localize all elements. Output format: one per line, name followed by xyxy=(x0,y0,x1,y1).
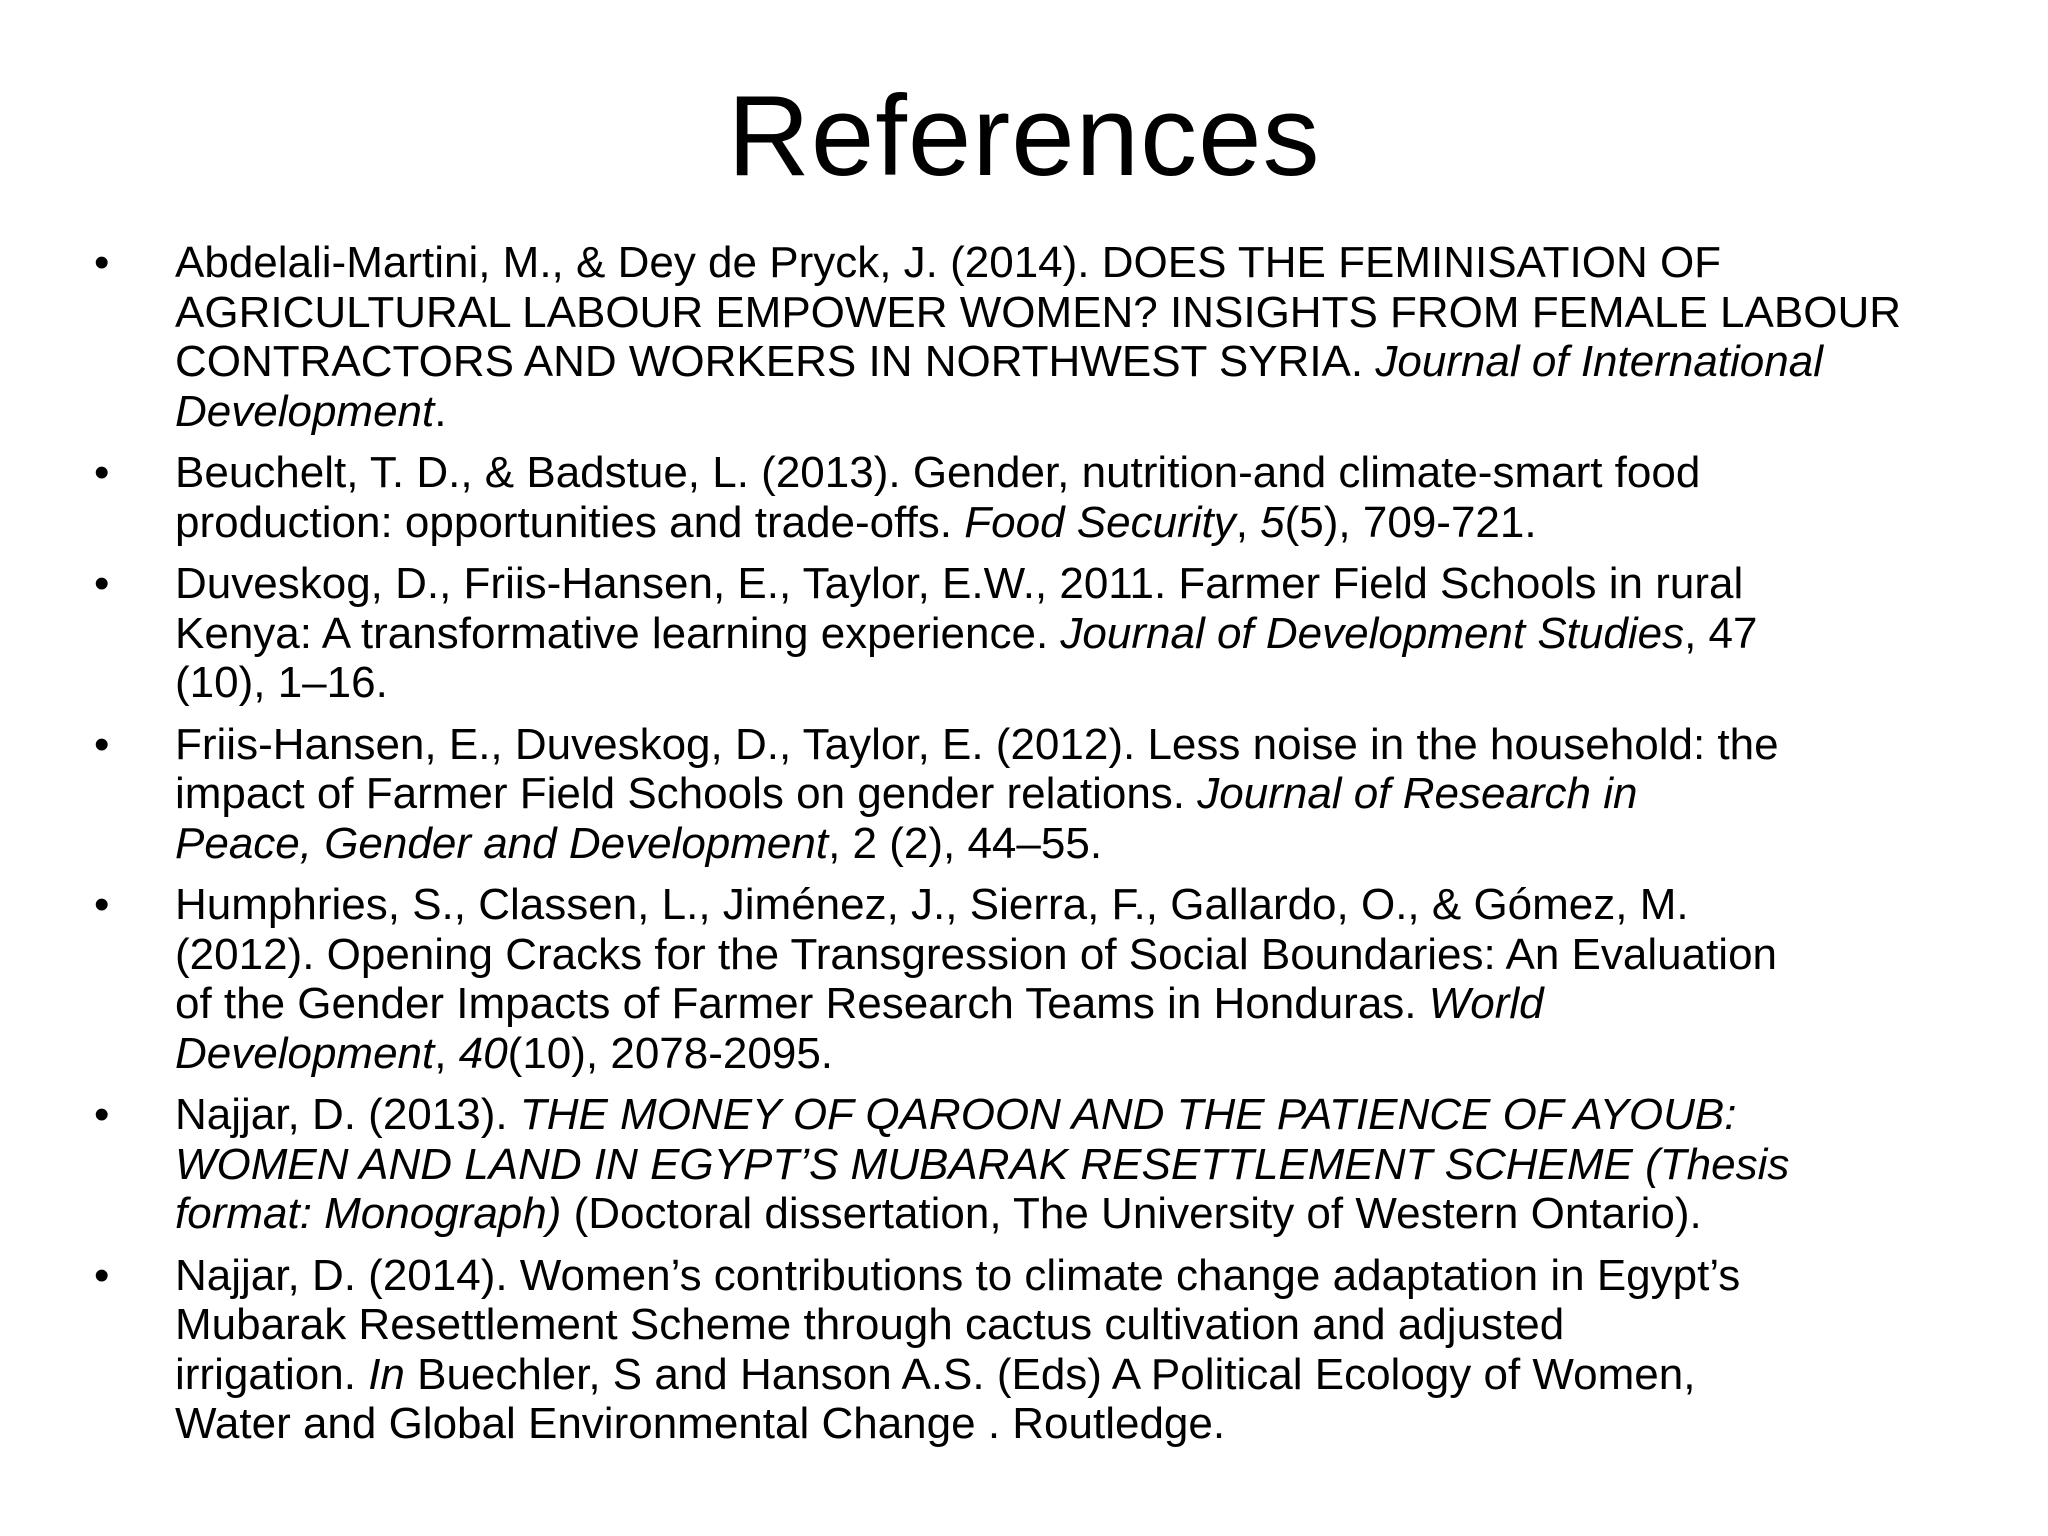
reference-text: Abdelali-Martini, M., & Dey de Pryck, J. (2014). DOES THE FEMINISATION OF xyxy=(175,238,1722,287)
reference-text: of the Gender Impacts of Farmer Research Teams in Honduras. xyxy=(175,979,1429,1028)
reference-line xyxy=(175,658,1990,708)
reference-text-italic: 5 xyxy=(1260,497,1285,547)
bullet-icon: • xyxy=(94,1090,110,1139)
reference-text: , 47 xyxy=(1684,608,1758,658)
reference-list xyxy=(90,238,1990,1461)
reference-text: Kenya: A transformative learning experience. xyxy=(175,608,1061,658)
reference-item xyxy=(90,880,1990,1078)
reference-line xyxy=(175,1029,1990,1079)
reference-text: impact of Farmer Field Schools on gender relations. xyxy=(175,769,1198,818)
bullet-icon: • xyxy=(94,448,110,497)
reference-text: Duveskog, D., Friis-Hansen, E., Taylor, E.W., 2011. Farmer Field Schools in rural xyxy=(175,559,1744,608)
reference-text: , xyxy=(1235,497,1261,547)
reference-line xyxy=(175,1251,1990,1301)
reference-text-italic: World xyxy=(1428,979,1544,1028)
reference-text: Friis-Hansen, E., Duveskog, D., Taylor, E. (2012). Less noise in the household: the xyxy=(175,719,1779,769)
bullet-icon: • xyxy=(94,238,110,287)
reference-line xyxy=(175,288,1990,338)
reference-item xyxy=(90,1090,1990,1239)
reference-text: Najjar, D. (2014). Women’s contributions to climate change adaptation in Egypt’s xyxy=(175,1250,1741,1300)
reference-text: Water and Global Environmental Change . Routledge. xyxy=(175,1399,1226,1448)
reference-text-italic: Journal of International xyxy=(1375,337,1823,386)
reference-text: Buechler, S and Hanson A.S. (Eds) A Political Ecology of Women, xyxy=(404,1349,1696,1399)
reference-line xyxy=(175,498,1990,548)
reference-text-italic: 40 xyxy=(458,1028,508,1078)
reference-text-italic: Journal of Development Studies xyxy=(1060,608,1685,658)
reference-line xyxy=(175,1399,1990,1449)
reference-text-italic: format: Monograph) xyxy=(175,1189,562,1238)
reference-line xyxy=(175,1350,1990,1400)
reference-text-italic: In xyxy=(368,1349,405,1399)
reference-text: (10), 1–16. xyxy=(175,658,388,707)
reference-item xyxy=(90,238,1990,436)
reference-text-italic: Development xyxy=(175,386,435,436)
reference-text: AGRICULTURAL LABOUR EMPOWER WOMEN? INSIGHTS FROM FEMALE LABOUR xyxy=(175,287,1901,337)
reference-item xyxy=(90,720,1990,869)
reference-text: Beuchelt, T. D., & Badstue, L. (2013). Gender, nutrition-and climate-smart food xyxy=(175,448,1701,497)
reference-text: (Doctoral dissertation, The University of Western Ontario). xyxy=(561,1189,1702,1238)
reference-line xyxy=(175,880,1990,930)
reference-item xyxy=(90,1251,1990,1449)
bullet-icon: • xyxy=(94,880,110,929)
reference-line xyxy=(175,819,1990,869)
reference-line xyxy=(175,720,1990,770)
reference-text: (10), 2078-2095. xyxy=(507,1028,834,1078)
reference-text: (2012). Opening Cracks for the Transgression of Social Boundaries: An Evaluation xyxy=(175,929,1778,979)
reference-text: CONTRACTORS AND WORKERS IN NORTHWEST SYRIA. xyxy=(175,337,1376,386)
reference-text: Mubarak Resettlement Scheme through cactus cultivation and adjusted xyxy=(175,1300,1565,1349)
reference-item xyxy=(90,559,1990,708)
reference-line xyxy=(175,609,1990,659)
reference-text-italic: THE MONEY OF QAROON AND THE PATIENCE OF AYOUB: xyxy=(519,1090,1737,1139)
reference-text: (5), 709-721. xyxy=(1284,497,1537,547)
reference-line xyxy=(175,930,1990,980)
reference-line xyxy=(175,1300,1990,1350)
reference-text: irrigation. xyxy=(175,1349,369,1399)
reference-line xyxy=(175,337,1990,387)
bullet-icon: • xyxy=(94,1250,110,1300)
reference-item xyxy=(90,448,1990,547)
reference-text-italic: Development xyxy=(175,1028,435,1078)
slide-title: References xyxy=(727,73,1321,200)
reference-line xyxy=(175,448,1990,498)
reference-line xyxy=(175,238,1990,288)
reference-line xyxy=(175,769,1990,819)
reference-text: production: opportunities and trade-offs. xyxy=(175,497,965,547)
reference-text-italic: Journal of Research in xyxy=(1197,769,1638,818)
reference-text-italic: Peace, Gender and Development xyxy=(175,818,829,868)
reference-line xyxy=(175,387,1990,437)
reference-text-italic: WOMEN AND LAND IN EGYPT’S MUBARAK RESETTLEMENT SCHEME (Thesis xyxy=(175,1139,1790,1189)
bullet-icon: • xyxy=(94,559,110,608)
reference-text: Najjar, D. (2013). xyxy=(175,1090,520,1139)
bullet-icon: • xyxy=(94,719,110,769)
reference-text: , xyxy=(434,1028,459,1078)
reference-text: , 2 (2), 44–55. xyxy=(828,818,1103,868)
reference-line xyxy=(175,979,1990,1029)
reference-line xyxy=(175,1189,1990,1239)
reference-line xyxy=(175,1090,1990,1140)
reference-text: . xyxy=(434,386,447,436)
reference-line xyxy=(175,1140,1990,1190)
reference-text: Humphries, S., Classen, L., Jiménez, J., Sierra, F., Gallardo, O., & Gómez, M. xyxy=(175,880,1689,929)
reference-line xyxy=(175,559,1990,609)
reference-text-italic: Food Security xyxy=(964,497,1236,547)
